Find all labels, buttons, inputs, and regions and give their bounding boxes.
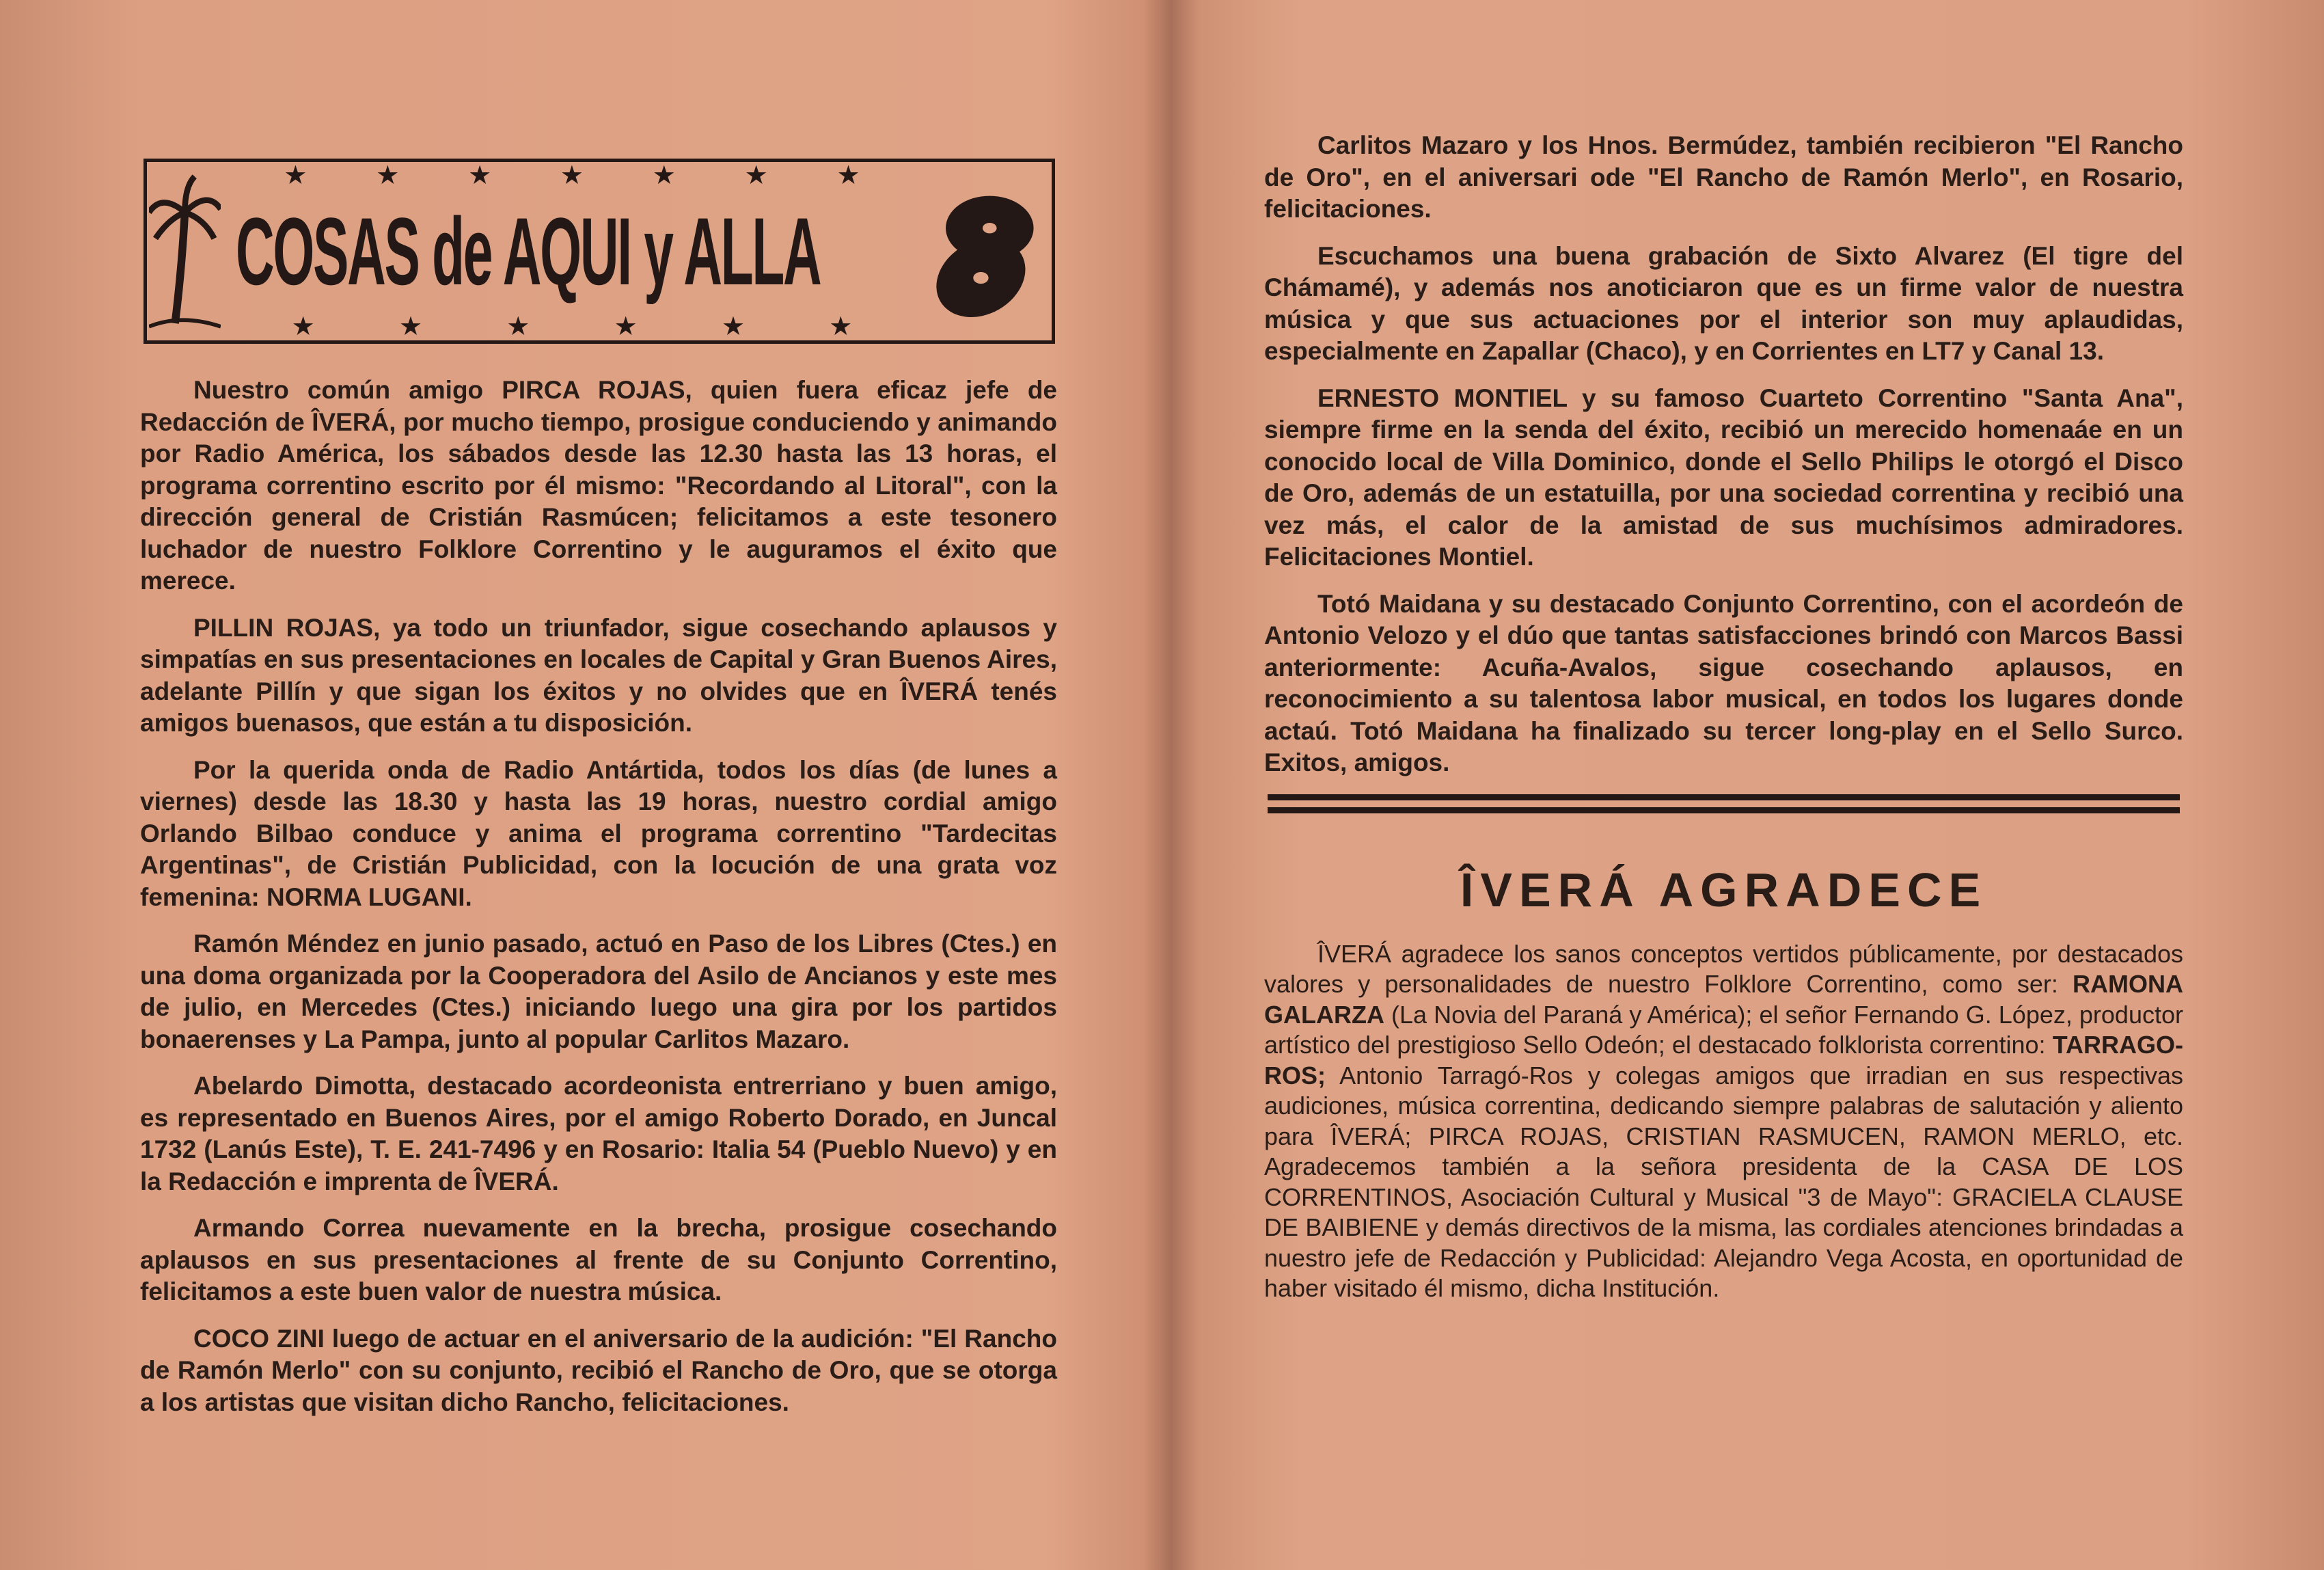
news-paragraph: Ramón Méndez en junio pasado, actuó en Paso de los Libres (Ctes.) en una doma organizada por la Cooperadora del Asilo de Ancianos y este mes de julio, en Mercedes (Ctes.) iniciando luego una gira por los partidos bonaerenses y La Pampa, junto al popular Carlitos Mazaro. (140, 930, 1057, 1053)
news-paragraph: Carlitos Mazaro y los Hnos. Bermúdez, también recibieron "El Rancho de Oro", en el aniversari ode "El Rancho de Ramón Merlo", en Rosario, felicitaciones. (1264, 131, 2183, 223)
news-paragraph: Nuestro común amigo PIRCA ROJAS, quien fuera eficaz jefe de Redacción de ÎVERÁ, por mucho tiempo, prosigue conduciendo y animando por Radio América, los sábados desde las 12.30 hasta las 13 horas, el programa correntino escrito por él mismo: "Recordando al Litoral", con la dirección general de Cristián Rasmúcen; felicitamos a este tesonero luchador de nuestro Folklore Correntino y le auguramos el éxito que merece. (140, 376, 1057, 595)
agradece-bold-name: RAMONA GALARZA (1264, 970, 2183, 1029)
star-row-bottom (222, 313, 922, 340)
agradece-paragraph (1264, 939, 2183, 1304)
star-icon: ★ (376, 162, 400, 190)
section-title: COSAS de AQUI y ALLA (236, 197, 821, 305)
palm-tree-icon (149, 170, 221, 334)
news-paragraph: Por la querida onda de Radio Antártida, todos los días (de lunes a viernes) desde las 18.30 y hasta las 19 horas, nuestro cordial amigo Orlando Bilbao conduce y anima el programa correntino "Tardecitas Argentinas", de Cristián Publicidad, con la locución de una grata voz femenina: NORMA LUGANI. (140, 755, 1057, 911)
star-row-top (222, 162, 922, 189)
agradece-body (1264, 939, 2183, 1304)
agradece-heading: ÎVERÁ AGRADECE (1460, 863, 1988, 917)
star-icon: ★ (506, 312, 530, 340)
records-area (922, 162, 1052, 340)
vinyl-records-icon (925, 170, 1048, 334)
news-paragraph: ERNESTO MONTIEL y su famoso Cuarteto Correntino "Santa Ana", siempre firme en la senda del éxito, recibió un merecido homenaáe en un conocido local de Villa Dominico, donde el Sello Philips le otorgó el Disco de Oro, además de un estatuilla, por una sociedad correntina y recibió una vez más, el calor de la amistad de sus muchísimos admiradores. Felicitaciones Montiel. (1264, 383, 2183, 571)
right-page (1264, 130, 2183, 1304)
star-icon: ★ (836, 162, 860, 190)
palm-tree-area (147, 162, 222, 340)
right-column-news (1264, 130, 2183, 779)
star-icon: ★ (291, 312, 315, 340)
news-paragraph: Totó Maidana y su destacado Conjunto Correntino, con el acordeón de Antonio Velozo y el dúo que tantas satisfacciones brindó con Marcos Bassi anteriormente: Acuña-Avalos, sigue cosechando aplausos, en reconocimiento a su talentosa labor musical, en todos los lugares donde actaú. Totó Maidana ha finalizado su tercer long-play en el Sello Surco. Exitos, amigos. (1264, 589, 2183, 776)
section-title-banner (143, 159, 1055, 344)
star-icon: ★ (398, 312, 423, 340)
news-paragraph: PILLIN ROJAS, ya todo un triunfador, sigue cosechando aplausos y simpatías en sus presentaciones en locales de Capital y Gran Buenos Aires, adelante Pillín y que sigan los éxitos y no olvides que en ÎVERÁ tenés amigos buenasos, que están a tu disposición. (140, 613, 1057, 737)
star-icon: ★ (744, 162, 768, 190)
agradece-text: Antonio Tarragó-Ros y colegas amigos que irradian en sus respectivas audiciones, música correntina, dedicando siempre palabras de salutación y aliento para ÎVERÁ; PIRCA ROJAS, CRISTIAN RASMUCEN, RAMON MERLO, etc. Agradecemos también a la señora presidenta de la CASA DE LOS CORRENTINOS, Asociación Cultural y Musical "3 de Mayo": GRACIELA CLAUSE DE BAIBIENE y demás directivos de la misma, las cordiales atenciones brindadas a nuestro jefe de Redacción y Publicidad: Alejandro Vega Acosta, en oportunidad de haber visitado él mismo, dicha Institución. (1264, 1061, 2183, 1302)
news-paragraph: Armando Correa nuevamente en la brecha, prosigue cosechando aplausos en sus presentaciones al frente de su Conjunto Correntino, felicitamos a este buen valor de nuestra música. (140, 1214, 1057, 1305)
news-paragraph: COCO ZINI luego de actuar en el aniversario de la audición: "El Rancho de Ramón Merlo" con su conjunto, recibió el Rancho de Oro, que se otorga a los artistas que visitan dicho Rancho, felicitaciones. (140, 1324, 1057, 1416)
news-paragraph: Abelardo Dimotta, destacado acordeonista entrerriano y buen amigo, es representado en Buenos Aires, por el amigo Roberto Dorado, en Juncal 1732 (Lanús Este), T. E. 241-7496 y en Rosario: Italia 54 (Pueblo Nuevo) y en la Redacción e imprenta de ÎVERÁ. (140, 1072, 1057, 1195)
star-icon: ★ (721, 312, 746, 340)
star-icon: ★ (284, 162, 307, 190)
star-icon: ★ (614, 312, 638, 340)
news-paragraph: Escuchamos una buena grabación de Sixto Alvarez (El tigre del Chámamé), y además nos anoticiaron que es un firme valor de nuestra música y que sus actuaciones por el interior son muy aplaudidas, especialmente en Zapallar (Chaco), y en Corrientes en LT7 y Canal 13. (1264, 241, 2183, 365)
agradece-text: (La Novia del Paraná y América); el señor Fernando G. López, productor artístico del prestigioso Sello Odeón; el destacado folklorista correntino: (1264, 1000, 2183, 1059)
agradece-text: ÎVERÁ agradece los sanos conceptos vertidos públicamente, por destacados valores y personalidades de nuestro Folklore Correntino, como ser: (1264, 939, 2183, 998)
agradece-bold-name: TARRAGO-ROS; (1264, 1031, 2183, 1089)
star-icon: ★ (829, 312, 853, 340)
title-center (222, 162, 922, 340)
star-icon: ★ (560, 162, 584, 190)
star-icon: ★ (468, 162, 492, 190)
star-icon: ★ (652, 162, 676, 190)
left-column-news (140, 375, 1057, 1433)
double-rule-divider (1268, 794, 2180, 813)
title-wrap (222, 193, 922, 310)
